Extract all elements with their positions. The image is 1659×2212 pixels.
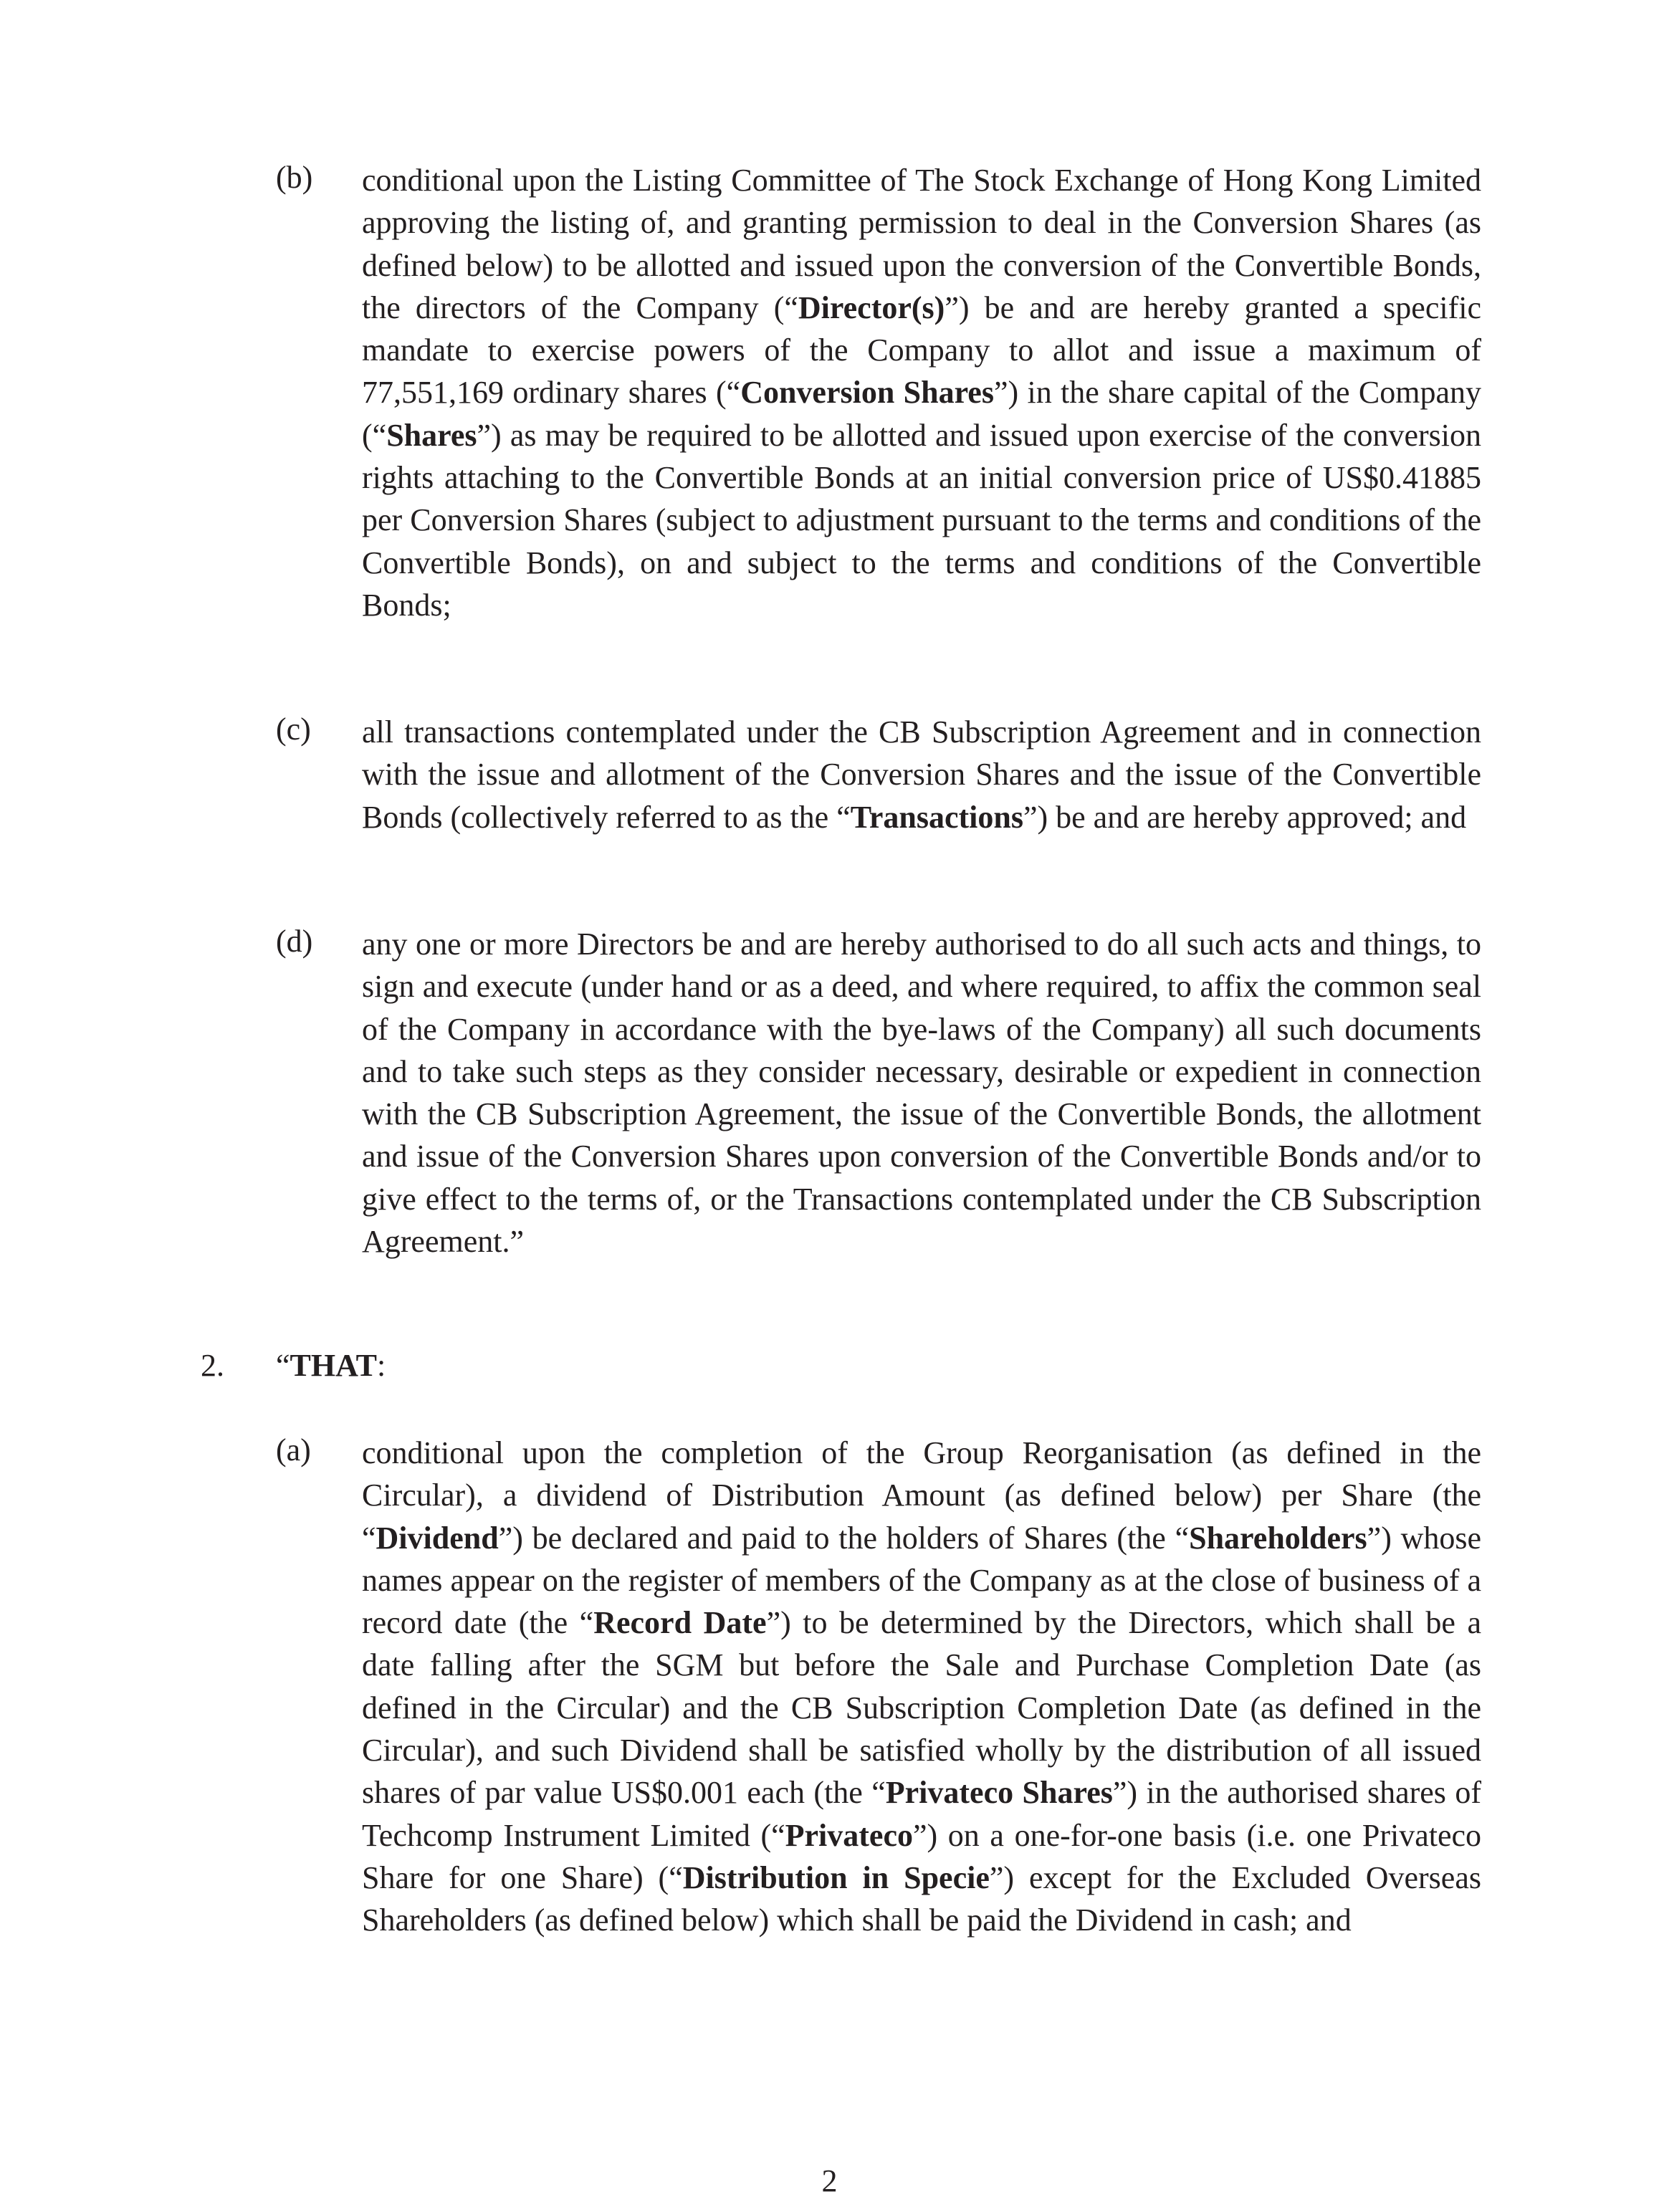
defined-term: Privateco xyxy=(785,1817,913,1853)
resolution-number: 2. xyxy=(201,1348,224,1383)
clause-label: (c) xyxy=(276,712,311,747)
clause-text xyxy=(362,159,1481,626)
defined-term: Conversion Shares xyxy=(740,375,994,411)
text-run: conditional upon the Listing Committee of The Stock Exchange of Hong Kong Limited approving the listing of, and granting permission to deal in the Conversion Shares (as defined below) to be allotted and issued upon the conversion of the Convertible Bonds, the directors of the Company (“ xyxy=(362,163,1481,325)
clause-text: any one or more Directors be and are hereby authorised to do all such acts and things, to sign and execute (under hand or as a deed, and where required, to affix the common seal of the Company in accordance with the bye-laws of the Company) all such documents and to take such steps as they consider necessary, desirable or expedient in connection with the CB Subscription Agreement, the issue of the Convertible Bonds, the allotment and issue of the Conversion Shares upon conversion of the Convertible Bonds and/or to give effect to the terms of, or the Transactions contemplated under the CB Subscription Agreement.” xyxy=(362,927,1481,1260)
text-run: conditional upon the completion of the Group Reorganisation (as defined in the Circular), a dividend of Distribution Amount (as defined below) per Share (the “ xyxy=(362,1435,1481,1556)
resolution-heading xyxy=(276,1347,386,1384)
clause-text xyxy=(362,711,1481,838)
defined-term: Privateco Shares xyxy=(885,1775,1113,1811)
defined-term: Distribution in Specie xyxy=(682,1859,990,1895)
defined-term: Transactions xyxy=(850,799,1023,835)
page-number: 2 xyxy=(821,2163,838,2198)
defined-term: Dividend xyxy=(376,1520,499,1556)
text-run: ”) be and are hereby granted a specific mandate to exercise powers of the Company to allot and issue a maximum of 77,551,169 ordinary shares (“ xyxy=(362,289,1481,411)
defined-term: Record Date xyxy=(593,1605,767,1641)
clause-label: (a) xyxy=(276,1432,311,1468)
text-run: ”) except for the Excluded Overseas Shareholders (as defined below) which shall be paid the Dividend in cash; and xyxy=(362,1859,1481,1938)
defined-term: Director(s) xyxy=(798,289,945,325)
defined-term: Shares xyxy=(386,417,477,453)
text-run: “ xyxy=(276,1348,290,1383)
clause-label: (d) xyxy=(276,924,313,959)
clause-text xyxy=(362,1432,1481,1942)
resolution-keyword: THAT xyxy=(290,1348,377,1383)
text-run: ”) to be determined by the Directors, which shall be a date falling after the SGM but before the Sale and Purchase Completion Date (as defined in the Circular) and the CB Subscription Completion Date (as defined in the Circular), and such Dividend shall be satisfied wholly by the distribution of all issued shares of par value US$0.001 each (the “ xyxy=(362,1605,1481,1811)
text-run: ”) be declared and paid to the holders of Shares (the “ xyxy=(498,1520,1190,1556)
clause-label: (b) xyxy=(276,160,313,195)
text-run: : xyxy=(376,1348,386,1383)
text-run: ”) as may be required to be allotted and issued upon exercise of the conversion rights attaching to the Convertible Bonds at an initial conversion price of US$0.41885 per Conversion Shares (subject to adjustment pursuant to the terms and conditions of the Convertible Bonds), on and subject to the terms and conditions of the Convertible Bonds; xyxy=(362,417,1481,623)
text-run: ”) whose names appear on the register of members of the Company as at the close of business of a record date (the “ xyxy=(362,1520,1482,1641)
text-run: all transactions contemplated under the CB Subscription Agreement and in connection with the issue and allotment of the Conversion Shares and the issue of the Convertible Bonds (collectively referred to as the “ xyxy=(362,714,1481,835)
text-run: ”) be and are hereby approved; and xyxy=(1023,799,1467,835)
text-run: ”) on a one-for-one basis (i.e. one Privateco Share for one Share) (“ xyxy=(362,1817,1482,1895)
text-run: ”) in the authorised shares of Techcomp Instrument Limited (“ xyxy=(362,1775,1481,1853)
text-run: ”) in the share capital of the Company (“ xyxy=(362,375,1482,453)
defined-term: Shareholders xyxy=(1189,1520,1367,1556)
